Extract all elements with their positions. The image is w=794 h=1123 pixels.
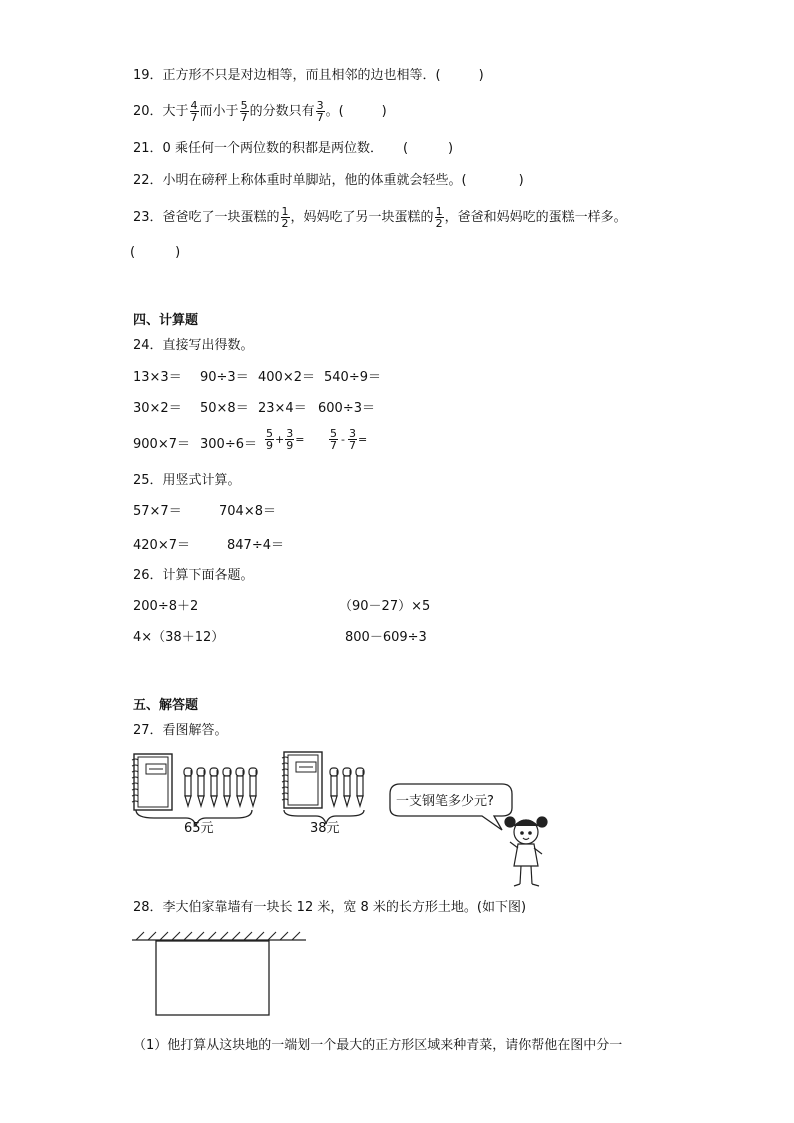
question-24-title: 24．直接写出得数。 <box>133 338 254 353</box>
q26-row-1-item-1: 200÷8＋2 <box>133 599 199 614</box>
numerator: 3 <box>348 427 356 440</box>
q24-row-3-item-1: 900×7＝ <box>133 437 190 452</box>
numerator: 4 <box>190 99 198 112</box>
price-2-label: 38元 <box>310 821 340 836</box>
denominator: 7 <box>240 111 248 124</box>
question-23-open: ( <box>130 245 136 260</box>
section-5-title: 五、解答题 <box>133 698 199 713</box>
land-rectangle <box>156 941 269 1015</box>
pen-icon <box>197 768 205 806</box>
numerator: 5 <box>240 99 248 112</box>
pen-icon <box>356 768 364 806</box>
q26-row-2-item-1: 4×（38＋12） <box>133 630 225 645</box>
pen-icon <box>236 768 244 806</box>
question-20-text-d: 。( <box>325 104 344 119</box>
q24-row-1-item-4: 540÷9＝ <box>324 370 381 385</box>
question-20-text-b: 而小于 <box>199 104 239 119</box>
operator: - <box>341 433 345 446</box>
question-21-close: ) <box>448 141 454 156</box>
fraction <box>285 428 294 451</box>
q24-row-2-item-1: 30×2＝ <box>133 401 182 416</box>
pen-icon <box>184 768 192 806</box>
equals: = <box>357 433 368 446</box>
question-23-close: ) <box>175 245 181 260</box>
question-25-title: 25．用竖式计算。 <box>133 473 241 488</box>
fraction <box>240 100 249 123</box>
question-19-close: ) <box>478 68 484 83</box>
question-22-text: 22．小明在磅秤上称体重时单脚站，他的体重就会轻些。( <box>133 173 467 188</box>
question-23-text-a: 23．爸爸吃了一块蛋糕的 <box>133 210 280 225</box>
denominator: 7 <box>330 439 337 452</box>
speech-bubble-text: 一支钢笔多少元? <box>396 794 494 809</box>
q24-fraction-sum <box>264 428 304 451</box>
question-23-answer <box>130 244 180 262</box>
denominator: 9 <box>266 439 273 452</box>
question-22-close: ) <box>518 173 524 188</box>
question-26-title: 26．计算下面各题。 <box>133 568 254 583</box>
numerator: 1 <box>435 205 443 218</box>
fraction <box>348 428 357 451</box>
fraction <box>435 206 444 229</box>
denominator: 7 <box>316 111 324 124</box>
question-28-sub-1: （1）他打算从这块地的一端划一个最大的正方形区域来种青菜，请你帮他在图中分一 <box>133 1038 623 1053</box>
q28-wall-diagram <box>128 926 310 1020</box>
q24-fraction-difference <box>328 428 367 451</box>
pen-icon <box>330 768 338 806</box>
fraction <box>329 428 338 451</box>
q26-row-2-item-2: 800－609÷3 <box>345 630 427 645</box>
fraction <box>281 206 290 229</box>
denominator: 2 <box>281 217 289 230</box>
notebook-icon <box>282 752 322 808</box>
question-22 <box>133 172 524 190</box>
equals: = <box>295 433 305 446</box>
question-23-text-b: ，妈妈吃了另一块蛋糕的 <box>290 210 434 225</box>
section-4-title: 四、计算题 <box>133 313 199 328</box>
q24-row-3-item-2: 300÷6＝ <box>200 437 257 452</box>
q24-row-1-item-2: 90÷3＝ <box>200 370 249 385</box>
pen-icon <box>249 768 257 806</box>
numerator: 3 <box>286 427 294 440</box>
numerator: 5 <box>266 427 273 440</box>
wall-hatching <box>136 932 300 940</box>
question-20-text-a: 20．大于 <box>133 104 189 119</box>
question-20-close: ) <box>381 104 387 119</box>
question-27-title: 27．看图解答。 <box>133 723 228 738</box>
question-19 <box>133 67 484 85</box>
question-23-text-c: ，爸爸和妈妈吃的蛋糕一样多。 <box>444 210 627 225</box>
notebook-icon <box>132 754 172 810</box>
speech-bubble <box>390 784 512 830</box>
question-20 <box>133 100 387 123</box>
q24-row-2-item-2: 50×8＝ <box>200 401 249 416</box>
q26-row-1-item-2: （90－27）×5 <box>339 599 431 614</box>
denominator: 7 <box>348 439 356 452</box>
q25-row-2-item-2: 847÷4＝ <box>227 538 284 553</box>
q25-row-2-item-1: 420×7＝ <box>133 538 190 553</box>
girl-icon <box>505 817 547 886</box>
question-23 <box>133 206 627 229</box>
question-28-title: 28．李大伯家靠墙有一块长 12 米，宽 8 米的长方形土地。(如下图) <box>133 900 527 915</box>
q24-row-1-item-1: 13×3＝ <box>133 370 182 385</box>
question-19-text: 19．正方形不只是对边相等，而且相邻的边也相等．( <box>133 68 441 83</box>
q24-row-2-item-4: 600÷3＝ <box>318 401 375 416</box>
fraction <box>265 428 274 451</box>
question-21 <box>133 140 453 158</box>
numerator: 3 <box>316 99 324 112</box>
question-21-open: ( <box>402 141 409 156</box>
pen-icon <box>210 768 218 806</box>
denominator: 2 <box>435 217 443 230</box>
fraction <box>316 100 325 123</box>
q27-illustration <box>128 740 568 892</box>
q24-row-1-item-3: 400×2＝ <box>258 370 315 385</box>
q25-row-1-item-1: 57×7＝ <box>133 504 182 519</box>
question-20-text-c: 的分数只有 <box>249 104 315 119</box>
numerator: 5 <box>330 427 337 440</box>
pen-icon <box>223 768 231 806</box>
denominator: 9 <box>286 439 294 452</box>
denominator: 7 <box>190 111 198 124</box>
numerator: 1 <box>281 205 289 218</box>
fraction <box>190 100 199 123</box>
pen-icon <box>343 768 351 806</box>
operator: + <box>275 433 285 446</box>
q24-row-2-item-3: 23×4＝ <box>258 401 307 416</box>
question-21-text: 21．0 乘任何一个两位数的积都是两位数． <box>133 141 383 156</box>
price-1-label: 65元 <box>184 821 214 836</box>
q25-row-1-item-2: 704×8＝ <box>219 504 276 519</box>
